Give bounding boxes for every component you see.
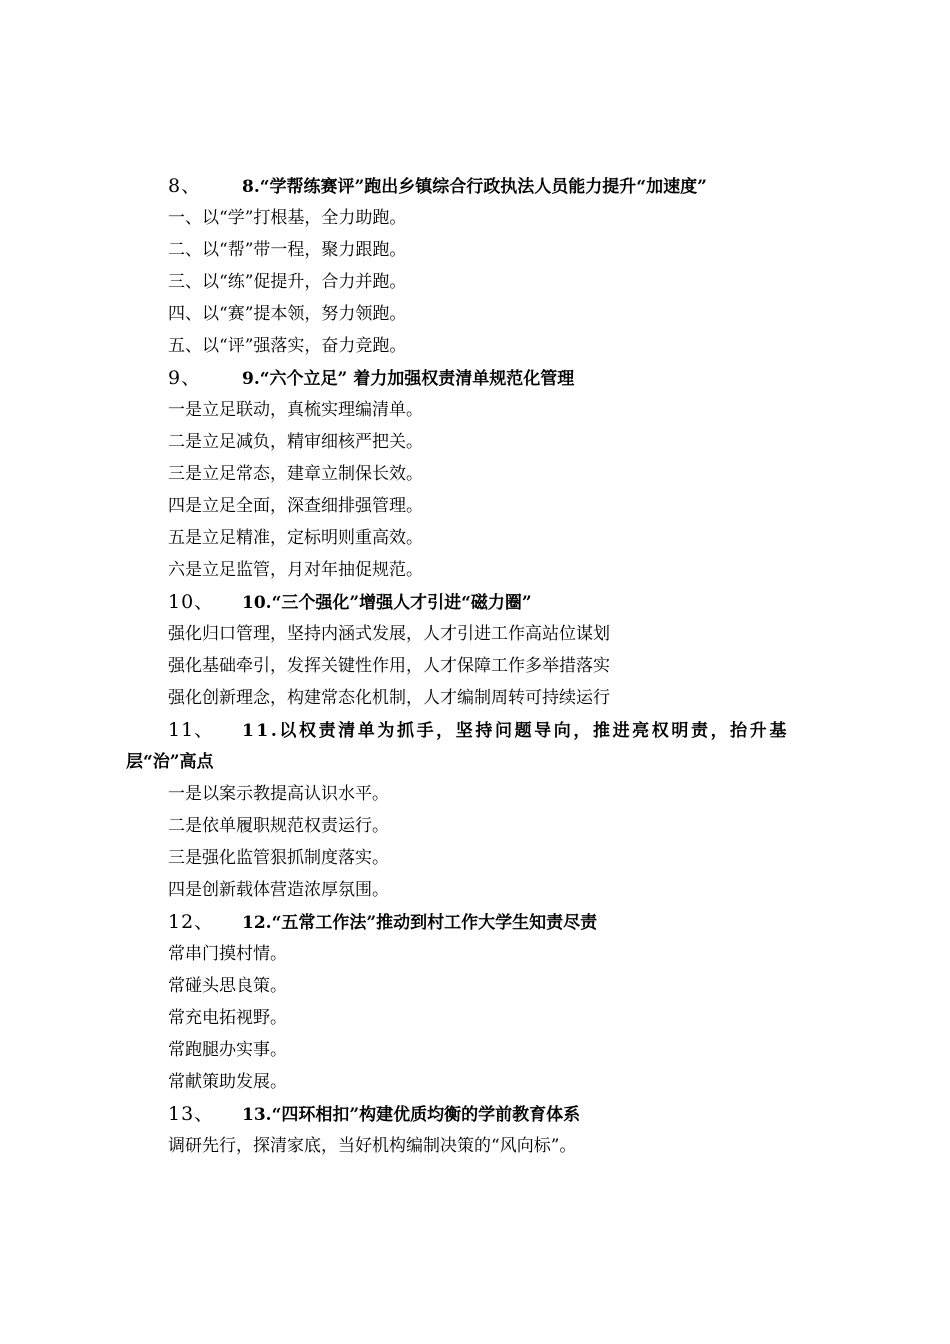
- list-item: 三是强化监管狠抓制度落实。: [168, 848, 389, 868]
- section-10: [126, 586, 834, 714]
- list-item: 二是依单履职规范权责运行。: [168, 816, 389, 836]
- section-heading: [126, 714, 834, 778]
- list-item: 强化创新理念，构建常态化机制，人才编制周转可持续运行: [168, 688, 610, 708]
- section-title: 11.以权责清单为抓手，坚持问题导向，推进亮权明责，抬升基: [242, 721, 789, 741]
- list-item: 常跑腿办实事。: [168, 1040, 287, 1060]
- list-item: 三、以“练”促提升，合力并跑。: [168, 272, 407, 292]
- list-item: 四是创新载体营造浓厚氛围。: [168, 880, 389, 900]
- section-8: [126, 170, 834, 362]
- list-item: 常充电拓视野。: [168, 1008, 287, 1028]
- list-item: 常献策助发展。: [168, 1072, 287, 1092]
- section-9: [126, 362, 834, 586]
- section-heading-line: [126, 714, 834, 746]
- list-item: 一、以“学”打根基，全力助跑。: [168, 208, 407, 228]
- section-title: 10.“三个强化”增强人才引进“磁力圈”: [242, 593, 532, 613]
- list-item: 调研先行，探清家底，当好机构编制决策的“风向标”。: [168, 1136, 577, 1156]
- list-item: 常碰头思良策。: [168, 976, 287, 996]
- list-item: 四、以“赛”提本领，努力领跑。: [168, 304, 407, 324]
- section-heading: [126, 170, 834, 202]
- section-title: 13.“四环相扣”构建优质均衡的学前教育体系: [242, 1105, 581, 1125]
- section-heading: [126, 906, 834, 938]
- list-item: 强化基础牵引，发挥关键性作用，人才保障工作多举措落实: [168, 656, 610, 676]
- section-number: 8、: [168, 175, 202, 197]
- section-11: [126, 714, 834, 906]
- section-title-continuation: 层“治”高点: [126, 752, 214, 772]
- section-number: 10、: [168, 591, 215, 613]
- list-item: 五是立足精准，定标明则重高效。: [168, 528, 423, 548]
- list-item: 常串门摸村情。: [168, 944, 287, 964]
- section-title: 9.“六个立足” 着力加强权责清单规范化管理: [242, 369, 575, 389]
- list-item: 二、以“帮”带一程，聚力跟跑。: [168, 240, 407, 260]
- list-item: 一是以案示教提高认识水平。: [168, 784, 389, 804]
- list-item: 六是立足监管，月对年抽促规范。: [168, 560, 423, 580]
- list-item: 三是立足常态，建章立制保长效。: [168, 464, 423, 484]
- section-heading: [126, 586, 834, 618]
- section-12: [126, 906, 834, 1098]
- section-13: [126, 1098, 834, 1162]
- section-title: 12.“五常工作法”推动到村工作大学生知责尽责: [242, 913, 598, 933]
- section-number: 11、: [168, 719, 215, 741]
- section-number: 12、: [168, 911, 215, 933]
- section-heading: [126, 1098, 834, 1130]
- list-item: 二是立足减负，精审细核严把关。: [168, 432, 423, 452]
- section-number: 13、: [168, 1103, 215, 1125]
- document-body: [126, 170, 834, 1162]
- section-heading: [126, 362, 834, 394]
- list-item: 强化归口管理，坚持内涵式发展，人才引进工作高站位谋划: [168, 624, 610, 644]
- section-number: 9、: [168, 367, 202, 389]
- list-item: 一是立足联动，真梳实理编清单。: [168, 400, 423, 420]
- list-item: 四是立足全面，深查细排强管理。: [168, 496, 423, 516]
- list-item: 五、以“评”强落实，奋力竞跑。: [168, 336, 407, 356]
- section-title: 8.“学帮练赛评”跑出乡镇综合行政执法人员能力提升“加速度”: [242, 177, 707, 197]
